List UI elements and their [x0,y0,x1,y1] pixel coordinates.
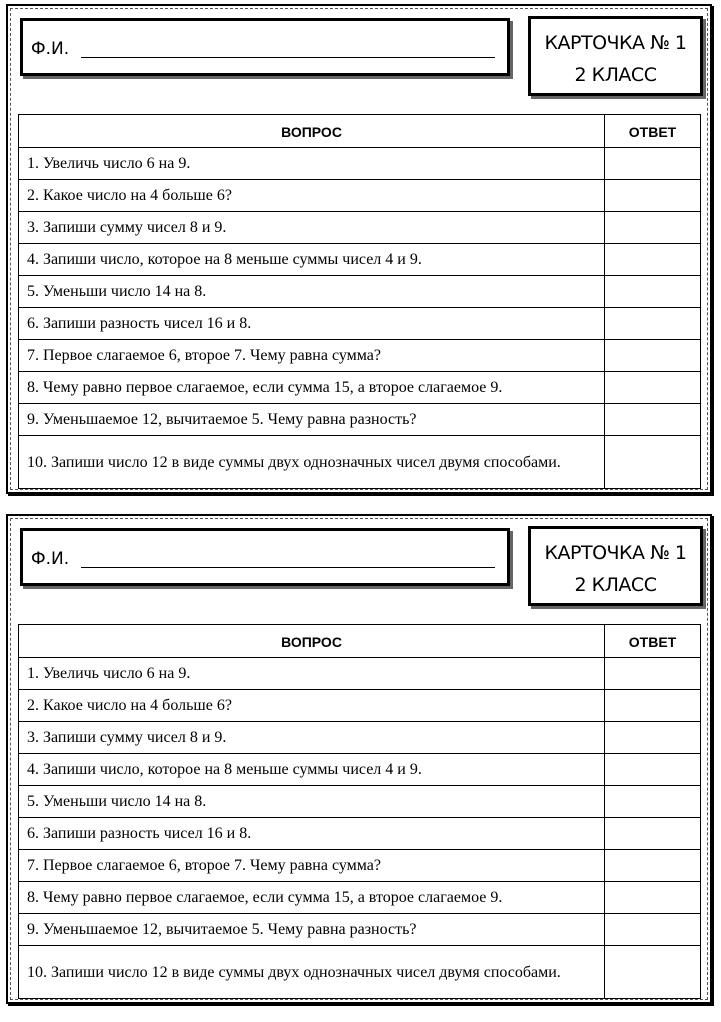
table-row [19,148,701,180]
answer-cell[interactable] [605,946,701,999]
task-card-1 [6,4,712,494]
question-cell: 5. Уменьши число 14 на 8. [19,786,605,818]
answer-cell[interactable] [605,914,701,946]
question-cell: 4. Запиши число, которое на 8 меньше суммы чисел 4 и 9. [19,754,605,786]
table-row [19,404,701,436]
card-number: КАРТОЧКА № 1 [544,542,687,564]
table-row [19,914,701,946]
name-label: Ф.И. [31,549,70,569]
answer-cell[interactable] [605,436,701,489]
table-row [19,658,701,690]
task-card-2 [6,514,712,1004]
table-row [19,340,701,372]
answer-cell[interactable] [605,754,701,786]
table-row [19,690,701,722]
header-question: ВОПРОС [19,625,605,658]
question-cell: 6. Запиши разность чисел 16 и 8. [19,308,605,340]
name-input-line[interactable] [81,57,495,58]
question-cell: 1. Увеличь число 6 на 9. [19,148,605,180]
answer-cell[interactable] [605,212,701,244]
question-cell: 6. Запиши разность чисел 16 и 8. [19,818,605,850]
answer-cell[interactable] [605,786,701,818]
question-cell: 9. Уменьшаемое 12, вычитаемое 5. Чему равна разность? [19,404,605,436]
header-question: ВОПРОС [19,115,605,148]
answer-cell[interactable] [605,308,701,340]
question-cell: 3. Запиши сумму чисел 8 и 9. [19,212,605,244]
card-number: КАРТОЧКА № 1 [544,32,687,54]
table-row [19,818,701,850]
question-cell: 5. Уменьши число 14 на 8. [19,276,605,308]
answer-cell[interactable] [605,722,701,754]
table-row [19,436,701,489]
answer-cell[interactable] [605,850,701,882]
question-cell: 10. Запиши число 12 в виде суммы двух однозначных чисел двумя способами. [19,436,605,489]
question-cell: 8. Чему равно первое слагаемое, если сумма 15, а второе слагаемое 9. [19,372,605,404]
question-cell: 7. Первое слагаемое 6, второе 7. Чему равна сумма? [19,850,605,882]
question-cell: 9. Уменьшаемое 12, вычитаемое 5. Чему равна разность? [19,914,605,946]
answer-cell[interactable] [605,180,701,212]
question-cell: 2. Какое число на 4 больше 6? [19,180,605,212]
table-row [19,754,701,786]
question-cell: 1. Увеличь число 6 на 9. [19,658,605,690]
answer-cell[interactable] [605,340,701,372]
answer-cell[interactable] [605,372,701,404]
card-title-box [528,526,703,606]
table-row [19,244,701,276]
table-row [19,212,701,244]
table-row [19,882,701,914]
table-row [19,946,701,999]
questions-table [18,624,701,999]
table-header-row [19,115,701,148]
table-row [19,180,701,212]
answer-cell[interactable] [605,818,701,850]
card-grade: 2 КЛАСС [574,574,657,596]
answer-cell[interactable] [605,690,701,722]
card-grade: 2 КЛАСС [574,64,657,86]
name-field-box [20,528,510,586]
answer-cell[interactable] [605,658,701,690]
question-cell: 4. Запиши число, которое на 8 меньше суммы чисел 4 и 9. [19,244,605,276]
table-row [19,372,701,404]
name-label: Ф.И. [31,39,70,59]
answer-cell[interactable] [605,244,701,276]
header-answer: ОТВЕТ [605,115,701,148]
question-cell: 10. Запиши число 12 в виде суммы двух однозначных чисел двумя способами. [19,946,605,999]
table-row [19,308,701,340]
name-field-box [20,18,510,76]
question-cell: 3. Запиши сумму чисел 8 и 9. [19,722,605,754]
table-header-row [19,625,701,658]
answer-cell[interactable] [605,404,701,436]
table-row [19,850,701,882]
answer-cell[interactable] [605,882,701,914]
questions-table [18,114,701,489]
card-title-box [528,16,703,96]
table-row [19,786,701,818]
question-cell: 2. Какое число на 4 больше 6? [19,690,605,722]
header-answer: ОТВЕТ [605,625,701,658]
name-input-line[interactable] [81,567,495,568]
answer-cell[interactable] [605,276,701,308]
table-row [19,722,701,754]
question-cell: 7. Первое слагаемое 6, второе 7. Чему равна сумма? [19,340,605,372]
table-row [19,276,701,308]
question-cell: 8. Чему равно первое слагаемое, если сумма 15, а второе слагаемое 9. [19,882,605,914]
answer-cell[interactable] [605,148,701,180]
